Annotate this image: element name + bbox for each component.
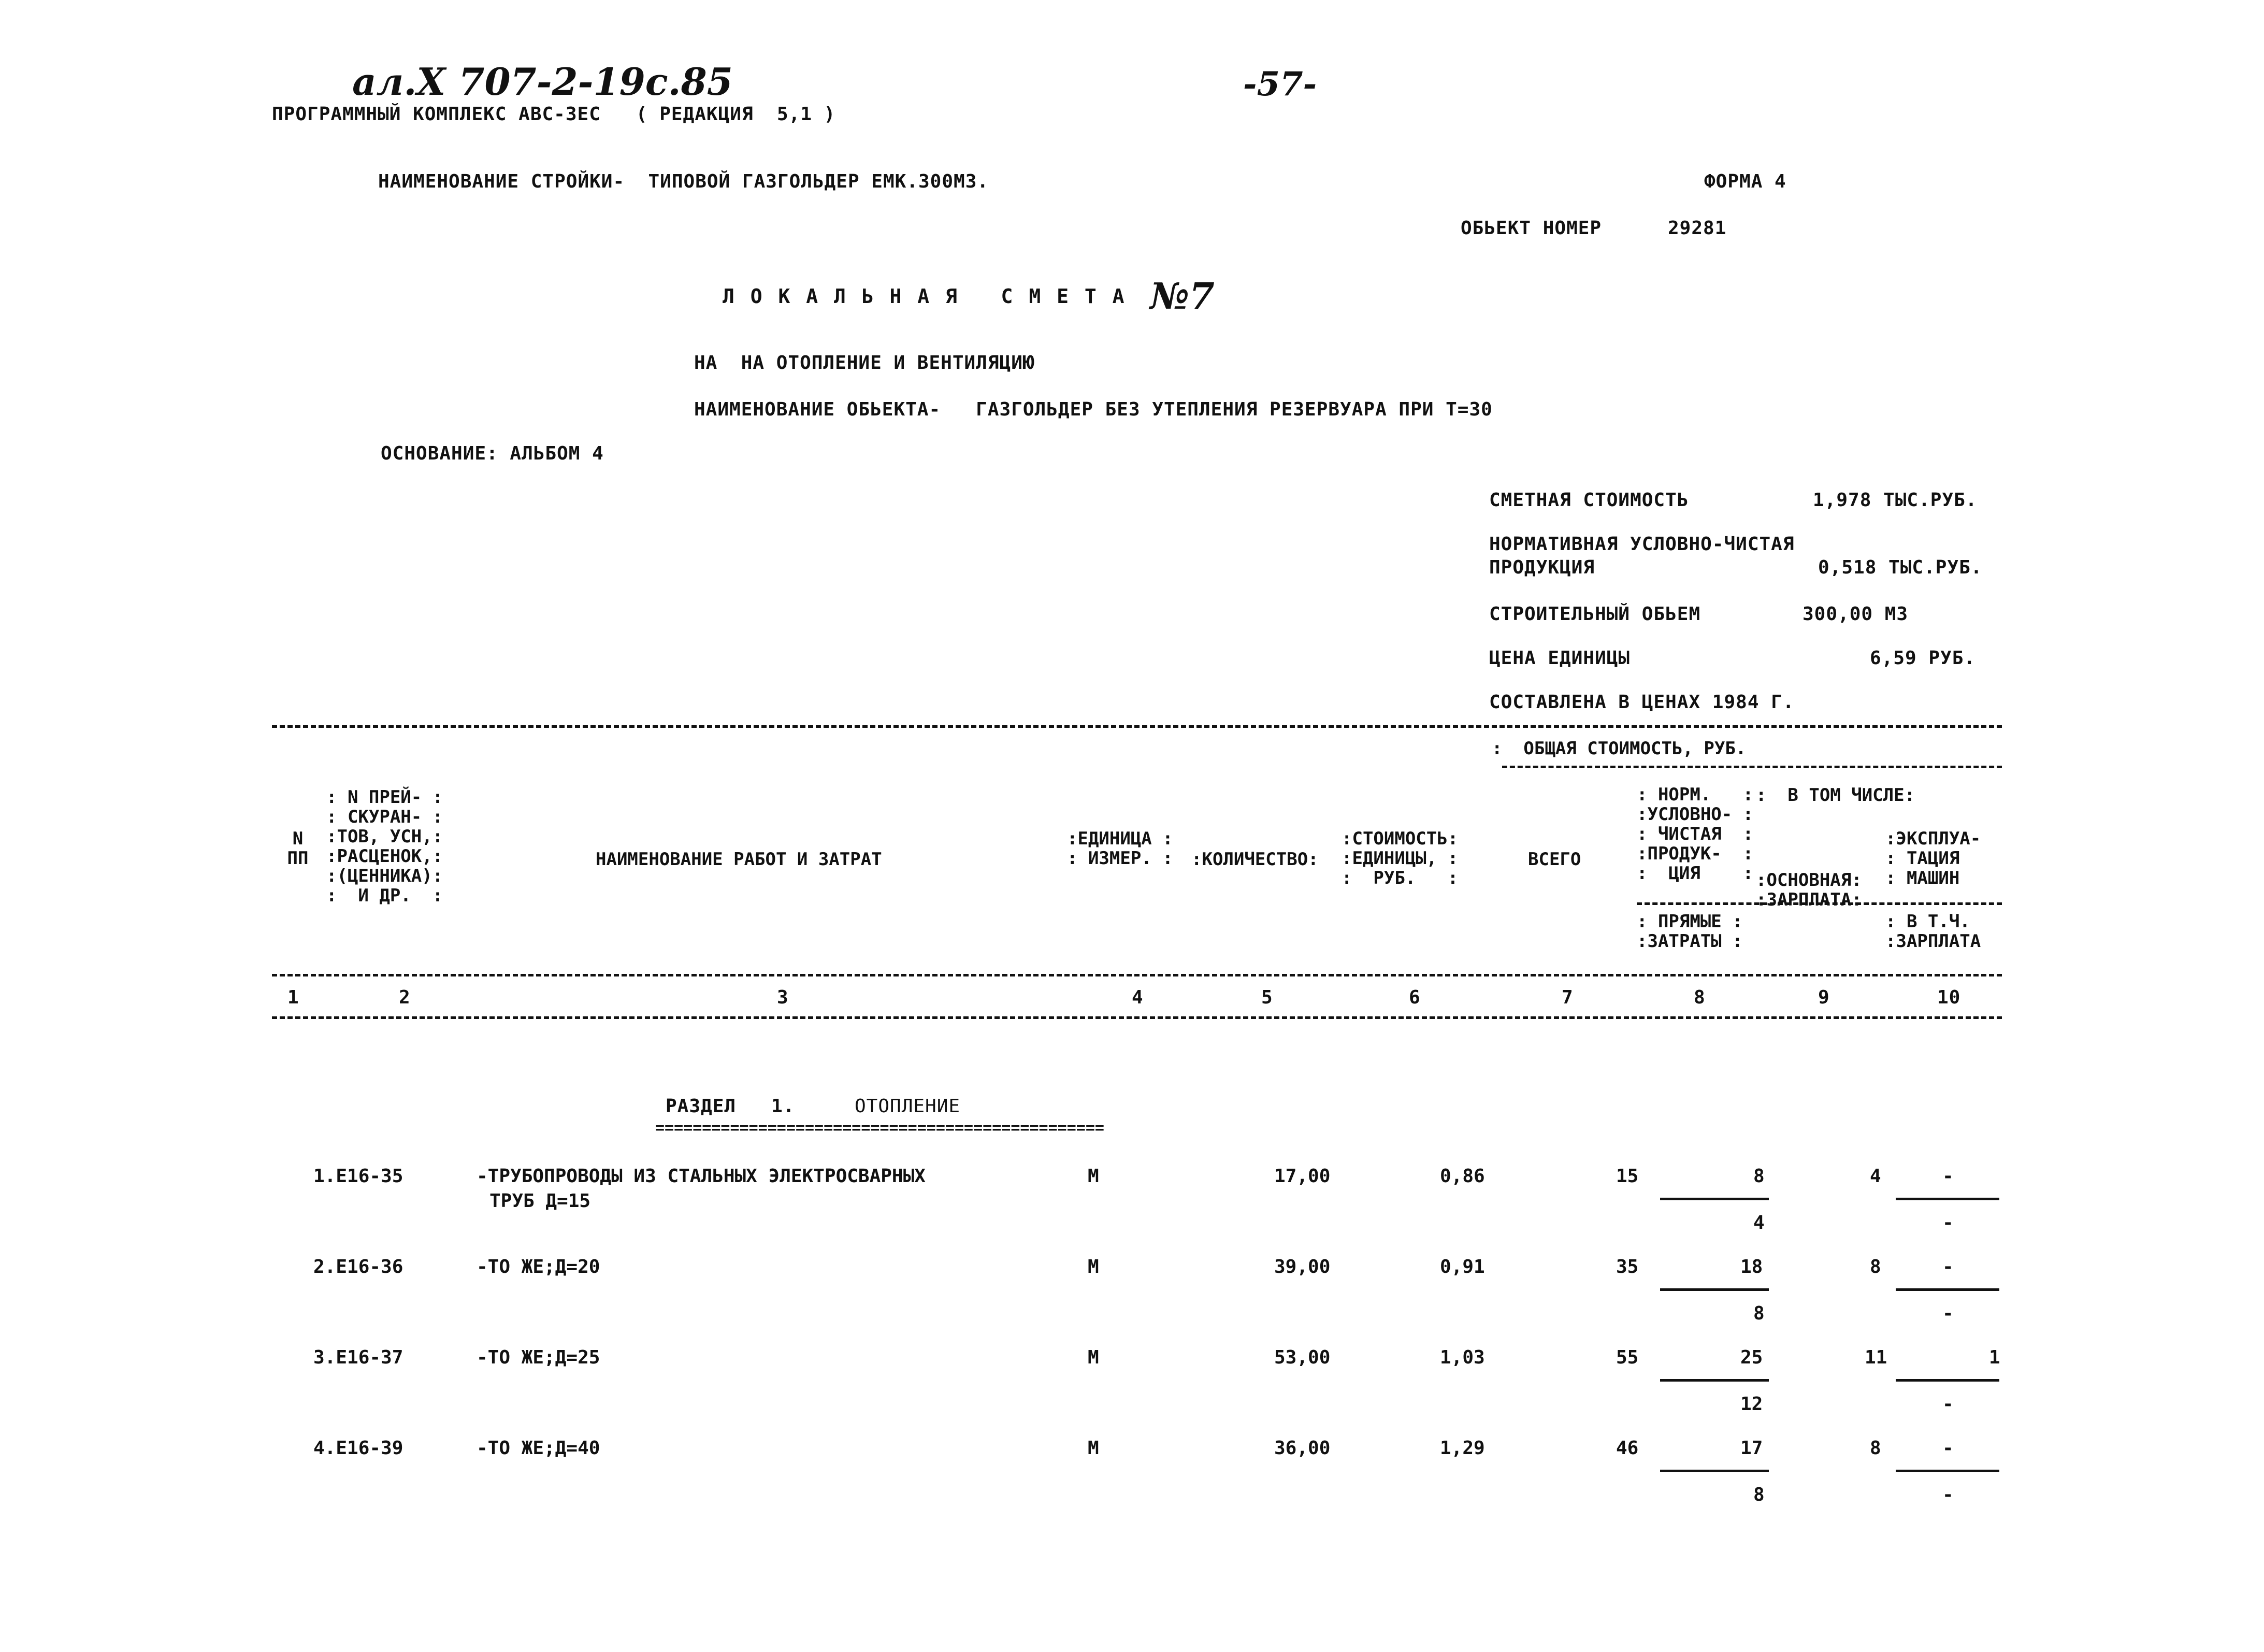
col-number-10: 10 [1937, 987, 1961, 1008]
row-code: 3.Е16-37 [313, 1347, 403, 1368]
row-machines-underline [1896, 1470, 1999, 1472]
header-general-cost: : ОБЩАЯ СТОИМОСТЬ, РУБ. [1492, 738, 1747, 759]
row-quantity: 17,00 [1274, 1166, 1331, 1187]
unit-price-label: ЦЕНА ЕДИНИЦЫ [1489, 648, 1631, 669]
col-number-9: 9 [1818, 987, 1830, 1008]
row-name: -ТО ЖЕ;Д=25 [477, 1347, 600, 1368]
row-norm-production: 18 [1740, 1256, 1763, 1277]
row-quantity: 39,00 [1274, 1256, 1331, 1277]
row-code: 4.Е16-39 [313, 1438, 403, 1459]
table-top-rule [272, 725, 2002, 728]
row-code: 2.Е16-36 [313, 1256, 403, 1277]
row-name-cont: ТРУБ Д=15 [489, 1190, 591, 1212]
section-name: ОТОПЛЕНИЕ [855, 1096, 961, 1117]
row-main-wage: 11 [1865, 1347, 1887, 1368]
object-name: НАИМЕНОВАНИЕ ОБЬЕКТА- ГАЗГОЛЬДЕР БЕЗ УТЕПЛЕНИЯ РЕЗЕРВУАРА ПРИ Т=30 [694, 399, 1493, 420]
header-col-1: N ПП [287, 828, 309, 869]
header-col-8: : НОРМ. : :УСЛОВНО- : : ЧИСТАЯ : :ПРОДУК- : : ЦИЯ : [1637, 784, 1754, 884]
row-machines-underline [1896, 1288, 1999, 1291]
normative-value: 0,518 ТЫС.РУБ. [1818, 557, 1983, 578]
object-number: 29281 [1668, 218, 1727, 239]
basis-line: ОСНОВАНИЕ: АЛЬБОМ 4 [381, 443, 604, 464]
row-name: -ТРУБОПРОВОДЫ ИЗ СТАЛЬНЫХ ЭЛЕКТРОСВАРНЫХ [477, 1166, 926, 1187]
row-unit: М [1088, 1166, 1099, 1187]
row-unit: М [1088, 1347, 1099, 1368]
estimated-cost-label: СМЕТНАЯ СТОИМОСТЬ [1489, 490, 1689, 511]
row-machines-wage: - [1942, 1303, 1954, 1324]
header-incl-wage: : В Т.Ч. :ЗАРПЛАТА [1885, 911, 1981, 952]
row-machines: - [1942, 1166, 1954, 1187]
row-norm-underline [1660, 1198, 1769, 1200]
row-machines: - [1942, 1256, 1954, 1277]
col-number-8: 8 [1694, 987, 1706, 1008]
row-main-wage: 8 [1870, 1438, 1881, 1459]
handwritten-estimate-number: №7 [1150, 275, 1215, 318]
header-including: : В ТОМ ЧИСЛЕ: [1756, 785, 1915, 806]
row-machines: 1 [1989, 1347, 2000, 1368]
row-total: 35 [1616, 1256, 1639, 1277]
header-col-10: :ЭКСПЛУА- : ТАЦИЯ : МАШИН [1885, 828, 1981, 888]
header-col-4: :ЕДИНИЦА : : ИЗМЕР. : [1067, 828, 1173, 869]
header-col-2: : N ПРЕЙ- : : СКУРАН- : :ТОВ, УСН,: :РАСЦЕНОК,: :(ЦЕННИКА): : И ДР. : [326, 787, 443, 906]
row-norm-wage: 12 [1740, 1394, 1763, 1415]
row-main-wage: 8 [1870, 1256, 1881, 1277]
normative-label-1: НОРМАТИВНАЯ УСЛОВНО-ЧИСТАЯ [1489, 534, 1795, 555]
construction-name: НАИМЕНОВАНИЕ СТРОЙКИ- ТИПОВОЙ ГАЗГОЛЬДЕР ЕМК.300М3. [378, 171, 989, 192]
row-machines-wage: - [1942, 1212, 1954, 1233]
row-norm-underline [1660, 1379, 1769, 1382]
page-number: -57- [1243, 65, 1317, 104]
row-total: 15 [1616, 1166, 1639, 1187]
col-number-3: 3 [777, 987, 789, 1008]
col-number-6: 6 [1409, 987, 1421, 1008]
header-bottom-rule [272, 974, 2002, 976]
row-norm-production: 17 [1740, 1438, 1763, 1459]
estimated-cost-value: 1,978 ТЫС.РУБ. [1813, 490, 1978, 511]
row-unit-price: 0,86 [1440, 1166, 1485, 1187]
handwritten-document-code: ал.Ⅹ 707-2-19с.85 [352, 60, 733, 104]
program-line: ПРОГРАММНЫЙ КОМПЛЕКС АВС-3ЕС ( РЕДАКЦИЯ 5,1 ) [272, 104, 836, 125]
header-col-5: :КОЛИЧЕСТВО: [1191, 849, 1319, 870]
volume-value: 300,00 М3 [1802, 604, 1909, 625]
row-unit: М [1088, 1438, 1099, 1459]
row-norm-wage: 8 [1753, 1484, 1765, 1505]
unit-price-value: 6,59 РУБ. [1870, 648, 1976, 669]
row-unit: М [1088, 1256, 1099, 1277]
row-machines-wage: - [1942, 1394, 1954, 1415]
section-underline: ================================================ [655, 1119, 1104, 1137]
row-unit-price: 0,91 [1440, 1256, 1485, 1277]
section-label: РАЗДЕЛ 1. [666, 1096, 795, 1117]
header-col-3: НАИМЕНОВАНИЕ РАБОТ И ЗАТРАТ [596, 849, 882, 870]
col-number-4: 4 [1132, 987, 1144, 1008]
row-unit-price: 1,03 [1440, 1347, 1485, 1368]
normative-label-2: ПРОДУКЦИЯ [1489, 557, 1595, 578]
row-code: 1.Е16-35 [313, 1166, 403, 1187]
row-machines: - [1942, 1438, 1954, 1459]
row-norm-underline [1660, 1288, 1769, 1291]
row-norm-production: 25 [1740, 1347, 1763, 1368]
col-number-5: 5 [1261, 987, 1273, 1008]
row-norm-wage: 4 [1753, 1212, 1765, 1233]
col-number-2: 2 [399, 987, 411, 1008]
row-total: 46 [1616, 1438, 1639, 1459]
object-number-label: ОБЬЕКТ НОМЕР [1461, 218, 1602, 239]
header-direct-costs: : ПРЯМЫЕ : :ЗАТРАТЫ : [1637, 911, 1743, 952]
estimate-subject: НА НА ОТОПЛЕНИЕ И ВЕНТИЛЯЦИЮ [694, 352, 1035, 374]
row-quantity: 53,00 [1274, 1347, 1331, 1368]
col-number-1: 1 [287, 987, 299, 1008]
row-quantity: 36,00 [1274, 1438, 1331, 1459]
header-col-9: :ОСНОВНАЯ: :ЗАРПЛАТА: [1756, 870, 1862, 910]
row-norm-wage: 8 [1753, 1303, 1765, 1324]
col-number-rule [272, 1016, 2002, 1019]
row-norm-underline [1660, 1470, 1769, 1472]
volume-label: СТРОИТЕЛЬНЫЙ ОБЬЕМ [1489, 604, 1701, 625]
header-col-6: :СТОИМОСТЬ: :ЕДИНИЦЫ, : : РУБ. : [1342, 828, 1459, 888]
prices-year: СОСТАВЛЕНА В ЦЕНАХ 1984 Г. [1489, 692, 1795, 713]
row-machines-underline [1896, 1198, 1999, 1200]
form-label: ФОРМА 4 [1704, 171, 1786, 192]
row-main-wage: 4 [1870, 1166, 1881, 1187]
row-name: -ТО ЖЕ;Д=20 [477, 1256, 600, 1277]
document-title: Л О К А Л Ь Н А Я С М Е Т А [723, 285, 1127, 308]
row-unit-price: 1,29 [1440, 1438, 1485, 1459]
row-machines-underline [1896, 1379, 1999, 1382]
row-machines-wage: - [1942, 1484, 1954, 1505]
header-col-7: ВСЕГО [1528, 849, 1581, 870]
col-number-7: 7 [1562, 987, 1574, 1008]
row-norm-production: 8 [1753, 1166, 1765, 1187]
row-total: 55 [1616, 1347, 1639, 1368]
row-name: -ТО ЖЕ;Д=40 [477, 1438, 600, 1459]
